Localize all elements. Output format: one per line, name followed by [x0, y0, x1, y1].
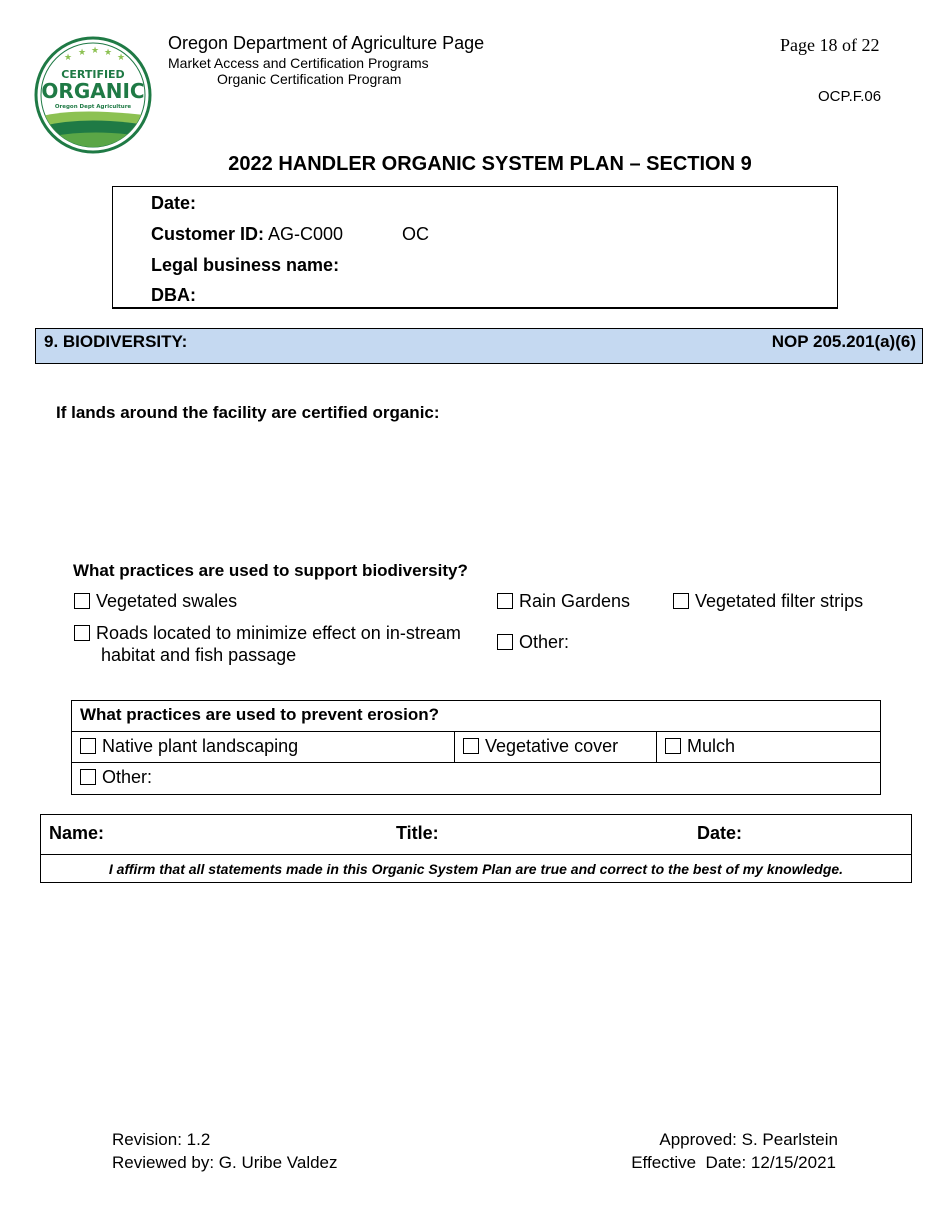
option-native-plant-landscaping[interactable]: Native plant landscaping — [72, 732, 455, 762]
page-title: 2022 HANDLER ORGANIC SYSTEM PLAN – SECTION 9 — [228, 153, 752, 175]
identification-box — [112, 186, 838, 309]
checkbox-icon[interactable] — [80, 738, 96, 754]
signature-fields-row — [41, 815, 911, 855]
erosion-question-row — [72, 701, 880, 732]
signature-title-field[interactable]: Title: — [396, 823, 439, 843]
svg-text:★: ★ — [64, 53, 73, 63]
dba-row[interactable]: DBA: — [151, 285, 196, 305]
option-mulch[interactable]: Mulch — [657, 732, 735, 762]
checkbox-icon[interactable] — [463, 738, 479, 754]
footer-effective-date: Effective Date: 12/15/2021 — [631, 1153, 836, 1172]
checkbox-icon[interactable] — [74, 593, 90, 609]
customer-id-suffix: OC — [402, 224, 429, 244]
certified-organic-logo — [34, 36, 152, 154]
customer-id-row[interactable]: Customer ID: AG-C000 — [151, 224, 344, 244]
checkbox-icon[interactable] — [80, 769, 96, 785]
checkbox-icon[interactable] — [673, 593, 689, 609]
footer-approved: Approved: S. Pearlstein — [659, 1130, 838, 1149]
svg-text:ORGANIC: ORGANIC — [41, 79, 145, 103]
checkbox-icon[interactable] — [665, 738, 681, 754]
svg-text:★: ★ — [117, 53, 126, 63]
question-biodiversity: What practices are used to support biodiversity? — [73, 561, 468, 580]
svg-text:★: ★ — [104, 48, 113, 58]
signature-date-field[interactable]: Date: — [697, 823, 743, 843]
erosion-other-row — [72, 763, 880, 794]
checkbox-icon[interactable] — [74, 625, 90, 641]
svg-text:★: ★ — [91, 46, 100, 56]
section-header-bar — [35, 328, 923, 364]
section-title: 9. BIODIVERSITY: — [44, 332, 188, 351]
affirmation-statement: I affirm that all statements made in this Organic System Plan are true and correct to the best of my knowledge. — [108, 861, 844, 877]
checkbox-icon[interactable] — [497, 593, 513, 609]
footer-revision: Revision: 1.2 — [112, 1130, 211, 1149]
svg-text:CERTIFIED: CERTIFIED — [61, 68, 125, 81]
date-row[interactable]: Date: — [151, 193, 197, 213]
svg-text:★: ★ — [78, 48, 87, 58]
section-reference: NOP 205.201(a)(6) — [771, 332, 916, 351]
form-id: OCP.F.06 — [818, 88, 882, 105]
option-vegetated-filter-strips[interactable]: Vegetated filter strips — [673, 591, 863, 612]
header-program: Organic Certification Program — [217, 71, 402, 87]
question-certified-lands: If lands around the facility are certified organic: — [56, 403, 440, 422]
option-erosion-other[interactable]: Other: — [72, 763, 152, 794]
svg-text:Oregon Dept Agriculture: Oregon Dept Agriculture — [54, 104, 132, 110]
legal-name-row[interactable]: Legal business name: — [151, 255, 340, 275]
option-vegetated-swales[interactable]: Vegetated swales — [74, 591, 237, 612]
footer-reviewed-by: Reviewed by: G. Uribe Valdez — [112, 1153, 338, 1172]
option-roads-located[interactable]: Roads located to minimize effect on in-stream habitat and fish passage — [74, 622, 494, 666]
customer-id-value: AG-C000 — [268, 224, 344, 244]
signature-name-field[interactable]: Name: — [49, 823, 105, 843]
option-biodiversity-other[interactable]: Other: — [497, 632, 569, 653]
option-vegetative-cover[interactable]: Vegetative cover — [455, 732, 657, 762]
header-division: Market Access and Certification Programs — [168, 55, 429, 71]
checkbox-icon[interactable] — [497, 634, 513, 650]
header-org: Oregon Department of Agriculture Page — [168, 33, 485, 53]
erosion-options-row — [72, 732, 880, 763]
erosion-table — [71, 700, 881, 795]
signature-block — [40, 814, 912, 883]
page-number: Page 18 of 22 — [780, 35, 880, 55]
option-rain-gardens[interactable]: Rain Gardens — [497, 591, 630, 612]
question-erosion: What practices are used to prevent erosion? — [80, 705, 439, 724]
